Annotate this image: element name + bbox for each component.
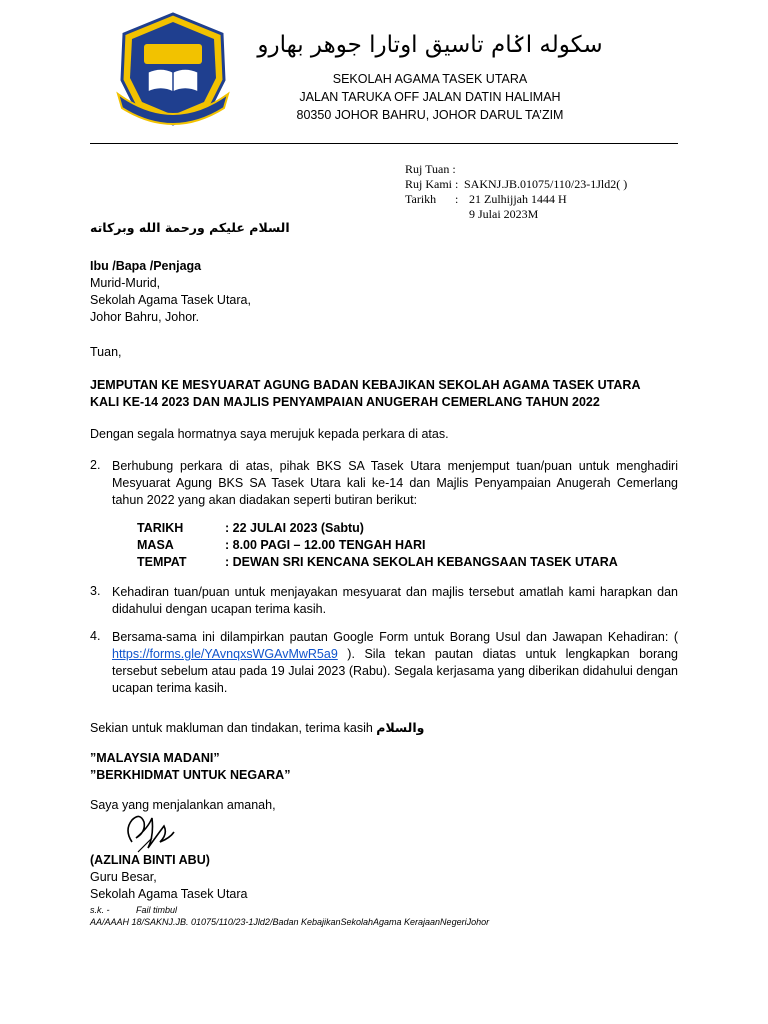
school-name-jawi: سکوله اݢام تاسيق اوتارا جوهر بهارو: [257, 32, 603, 58]
para-4-text: [112, 629, 678, 697]
slogan-line-1: ”MALAYSIA MADANI”: [90, 751, 220, 765]
recipient-line-3: Sekolah Agama Tasek Utara,: [90, 293, 251, 307]
tarikh-colon: :: [455, 192, 459, 206]
sk-value: Fail timbul: [136, 905, 178, 915]
subject-line-1: JEMPUTAN KE MESYUARAT AGUNG BADAN KEBAJIKAN SEKOLAH AGAMA TASEK UTARA: [90, 378, 641, 392]
address-line-3: 80350 JOHOR BAHRU, JOHOR DARUL TA’ZIM: [296, 108, 564, 122]
event-tempat: [137, 555, 618, 569]
google-form-link[interactable]: https://forms.gle/YAvnqxsWGAvMwR5a9: [112, 647, 338, 661]
tarikh-hijri: 21 Zulhijjah 1444 H: [469, 192, 567, 206]
signoff: Saya yang menjalankan amanah,: [90, 798, 276, 812]
closing-text: Sekian untuk makluman dan tindakan, terima kasih: [90, 721, 373, 735]
event-masa-value: : 8.00 PAGI – 12.00 TENGAH HARI: [225, 538, 426, 552]
event-tempat-value: : DEWAN SRI KENCANA SEKOLAH KEBANGSAAN TASEK UTARA: [225, 555, 618, 569]
para-3-text: Kehadiran tuan/puan untuk menjayakan mesyuarat dan majlis tersebut amatlah kami harapkan dan didahului dengan ucapan terima kasih.: [112, 585, 678, 616]
ruj-kami: [405, 177, 627, 192]
address-line-1: SEKOLAH AGAMA TASEK UTARA: [332, 72, 528, 86]
sk-label: s.k. -: [90, 905, 110, 915]
tarikh-masihi: 9 Julai 2023M: [469, 207, 539, 221]
para-4-number: 4.: [90, 629, 101, 643]
arabic-greeting: السلام عليكم ورحمة الله وبركاته: [90, 220, 290, 235]
signatory-title: Guru Besar,: [90, 870, 157, 884]
address-line-2: JALAN TARUKA OFF JALAN DATIN HALIMAH: [299, 90, 561, 104]
ruj-kami-value: SAKNJ.JB.01075/110/23-1Jld2( ): [464, 177, 628, 191]
sk-line: [90, 905, 177, 915]
signatory-org: Sekolah Agama Tasek Utara: [90, 887, 248, 901]
event-tarikh: [137, 521, 364, 535]
event-masa-label: MASA: [137, 538, 174, 552]
para-2-number: 2.: [90, 458, 101, 472]
header-divider: [90, 143, 678, 144]
recipient-line-2: Murid-Murid,: [90, 276, 161, 290]
para-2-text: Berhubung perkara di atas, pihak BKS SA Tasek Utara menjemput tuan/puan untuk menghadiri Mesyuarat Agung BKS SA Tasek Utara kali ke-14 dan Majlis Penyampaian Anugerah Cemerlang tahun 2022 yang akan diadakan seperti butiran berikut:: [112, 459, 678, 507]
event-tarikh-label: TARIKH: [137, 521, 184, 535]
ruj-tuan-label: Ruj Tuan :: [405, 162, 456, 176]
tarikh-row: [405, 192, 567, 207]
tarikh-label: Tarikh: [405, 192, 437, 206]
event-tempat-label: TEMPAT: [137, 555, 187, 569]
school-crest-logo: [114, 12, 232, 132]
signature-image: [118, 808, 176, 856]
opening-sentence: Dengan segala hormatnya saya merujuk kepada perkara di atas.: [90, 427, 449, 441]
recipient-line-4: Johor Bahru, Johor.: [90, 310, 200, 324]
slogan-line-2: ”BERKHIDMAT UNTUK NEGARA”: [90, 768, 291, 782]
signatory-name: (AZLINA BINTI ABU): [90, 853, 210, 867]
closing-arabic: والسلام: [376, 720, 425, 735]
event-masa: [137, 538, 426, 552]
salutation: Tuan,: [90, 345, 122, 359]
event-tarikh-value: : 22 JULAI 2023 (Sabtu): [225, 521, 364, 535]
file-reference: AA/AAAH 18/SAKNJ.JB. 01075/110/23-1Jld2/Badan KebajikanSekolahAgama KerajaanNegeriJohor: [90, 917, 490, 927]
recipient-line-1: Ibu /Bapa /Penjaga: [90, 259, 202, 273]
para-3-number: 3.: [90, 584, 101, 598]
ruj-kami-label: Ruj Kami :: [405, 177, 459, 191]
ruj-tuan: [405, 162, 456, 177]
closing-line: [90, 720, 424, 735]
para-4-text-after: ). Sila tekan pautan diatas untuk lengkapkan borang tersebut sebelum atau pada 19 Julai 2023 (Rabu). Segala kerjasama yang diberikan didahului dengan ucapan terima kasih.: [112, 647, 678, 695]
para-4-text-before: Bersama-sama ini dilampirkan pautan Google Form untuk Borang Usul dan Jawapan Kehadiran: (: [112, 630, 678, 644]
subject-line-2: KALI KE-14 2023 DAN MAJLIS PENYAMPAIAN ANUGERAH CEMERLANG TAHUN 2022: [90, 395, 600, 409]
